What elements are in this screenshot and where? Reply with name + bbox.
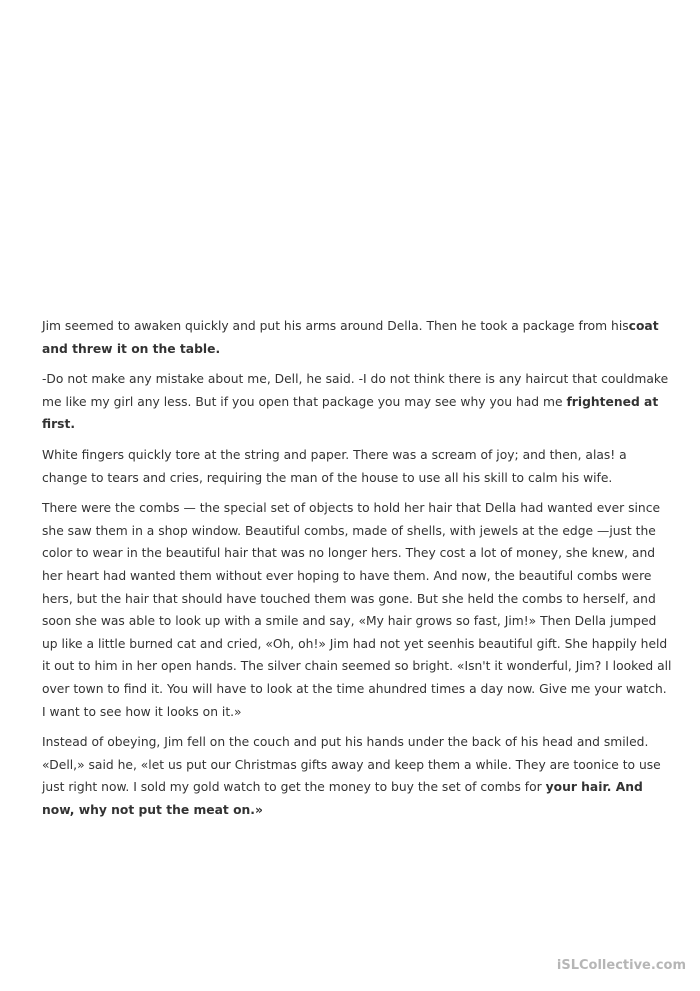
paragraph-5-text: Instead of obeying, Jim fell on the couch and put his hands under the back of his head and smiled. «Dell,» said he, «let us put our Christmas gifts away and keep them a while. They are toonice to use just right now. I sold my gold watch to get the money to buy the set of combs for bbox=[42, 735, 661, 795]
paragraph-2-text: -Do not make any mistake about me, Dell, he said. -I do not think there is any haircut that couldmake me like my girl any less. But if you open that package you may see why you had me bbox=[42, 372, 669, 409]
paragraph-5-bold-text: your hair. And now, why not put the meat on.» bbox=[42, 780, 643, 817]
paragraph-1-text: Jim seemed to awaken quickly and put his arms around Della. Then he took a package from his bbox=[42, 319, 629, 333]
site-watermark: iSLCollective.com bbox=[556, 958, 686, 973]
paragraph-2-bold-text: frightened at first. bbox=[42, 394, 659, 432]
paragraph-3-text: White fingers quickly tore at the string and paper. There was a scream of joy; and then, alas! a change to tears and cries, requiring the man of the house to use all his skill to calm his wife. bbox=[42, 447, 627, 485]
paragraph-4 bbox=[42, 497, 674, 723]
paragraph-1-bold-text: coat and threw it on the table. bbox=[42, 319, 659, 356]
paragraph-2 bbox=[42, 368, 674, 436]
paragraph-4-text: There were the combs — the special set of objects to hold her hair that Della had wanted ever since she saw them in a shop window. Beautiful combs, made of shells, with jewels at the edge —just the color to wear in the beautiful hair that was no longer hers. They cost a lot of money, she knew, and her heart had wanted them without ever hoping to have them. And now, the beautiful combs were hers, but the hair that should have touched them was gone. But she held the combs to herself, and soon she was able to look up with a smile and say, «My hair grows so fast, Jim!» Then Della jumped up like a little burned cat and cried, «Oh, oh!» Jim had not yet seenhis beautiful gift. She happily held it out to him in her open hands. The silver chain seemed so bright. «Isn't it wonderful, Jim? I looked all over town to find it. You will have to look at the time ahundred times a day now. Give me your watch. I want to see how it looks on it.» bbox=[42, 501, 672, 719]
paragraph-3 bbox=[42, 444, 674, 489]
paragraph-5 bbox=[42, 731, 674, 821]
paragraph-1 bbox=[42, 315, 674, 360]
story-text bbox=[42, 315, 674, 829]
